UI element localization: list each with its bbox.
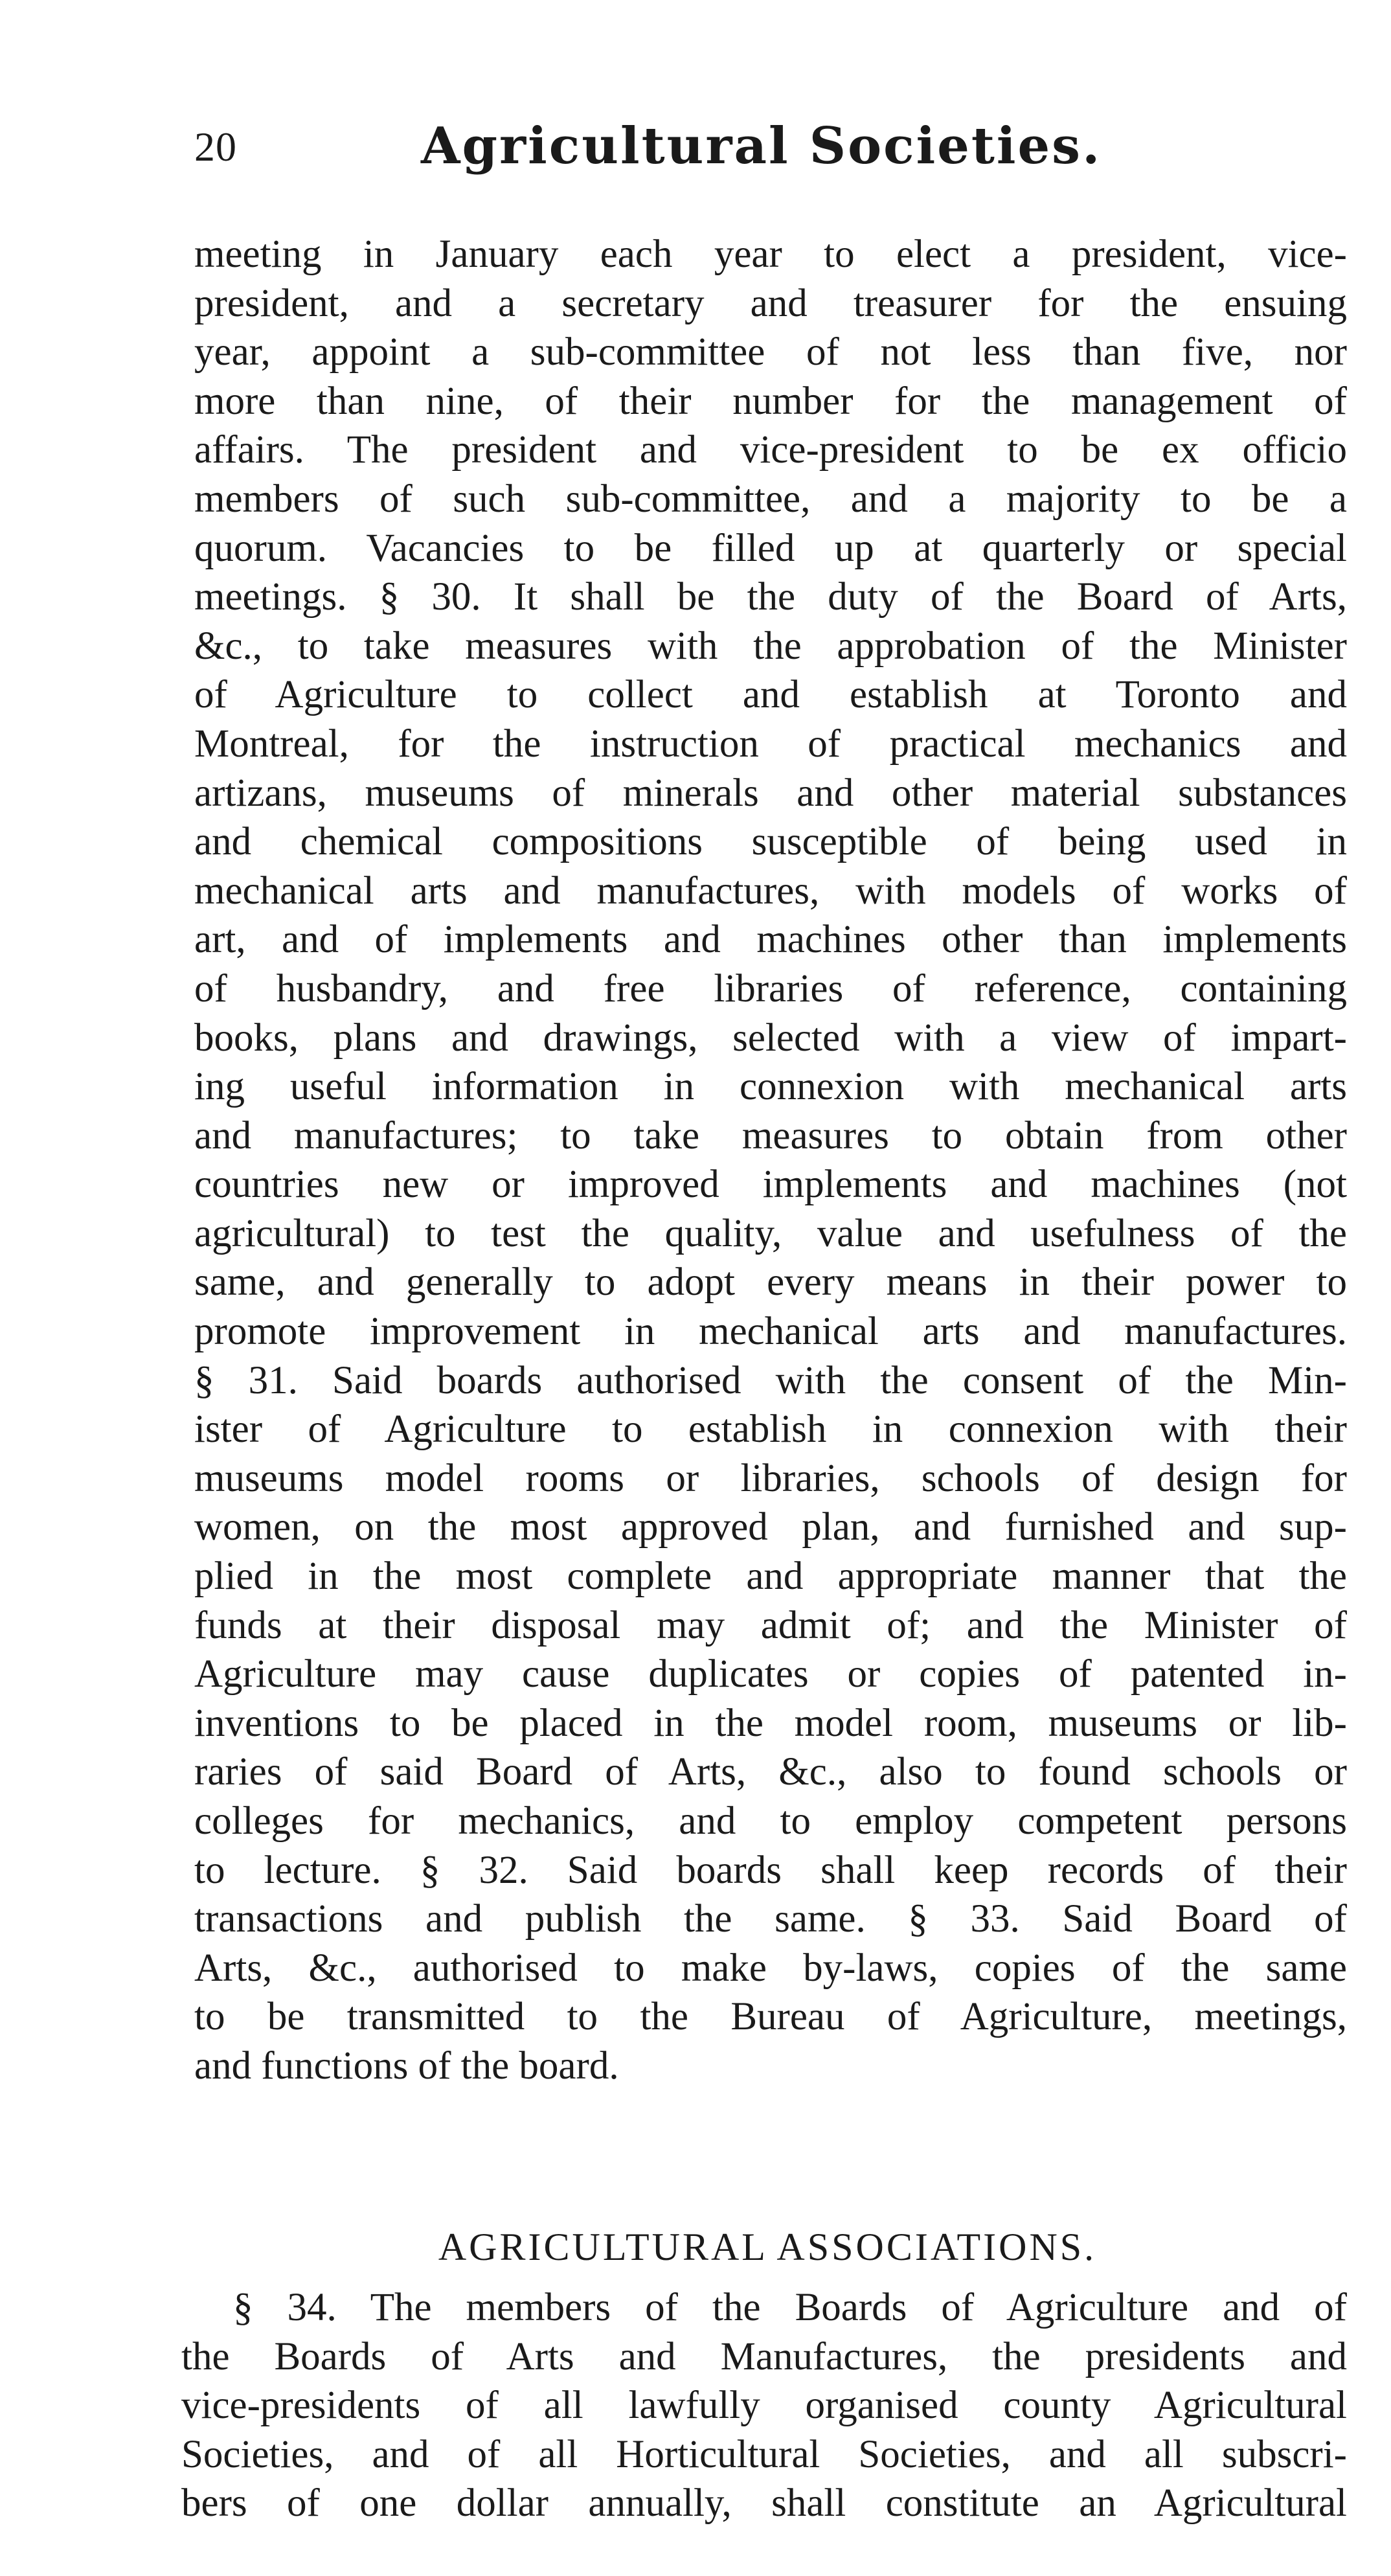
text-line: meetings. § 30. It shall be the duty of the Board of Arts, xyxy=(194,575,1347,619)
text-line: bers of one dollar annually, shall constitute an Agricultural xyxy=(181,2481,1347,2525)
text-line: promote improvement in mechanical arts and manufactures. xyxy=(194,1310,1347,1354)
text-line: to lecture. § 32. Said boards shall keep records of their xyxy=(194,1848,1347,1892)
book-page xyxy=(175,117,1347,2525)
text-line: and chemical compositions susceptible of being used in xyxy=(194,820,1347,864)
text-line: ister of Agriculture to establish in connexion with their xyxy=(194,1408,1347,1452)
text-line: same, and generally to adopt every means in their power to xyxy=(194,1260,1347,1305)
text-line: &c., to take measures with the approbation of the Minister xyxy=(194,624,1347,668)
text-line: artizans, museums of minerals and other material substances xyxy=(194,771,1347,815)
text-line: inventions to be placed in the model room, museums or lib- xyxy=(194,1701,1347,1745)
text-line: to be transmitted to the Bureau of Agriculture, meetings, xyxy=(194,1995,1347,2039)
text-line: vice-presidents of all lawfully organised county Agricultural xyxy=(181,2384,1347,2428)
text-line: more than nine, of their number for the management of xyxy=(194,379,1347,423)
section-heading: AGRICULTURAL ASSOCIATIONS. xyxy=(438,2226,1097,2268)
text-line: § 34. The members of the Boards of Agriculture and of xyxy=(233,2286,1347,2329)
text-line: art, and of implements and machines other than implements xyxy=(194,918,1347,962)
text-line: museums model rooms or libraries, schools of design for xyxy=(194,1456,1347,1500)
text-line: agricultural) to test the quality, value and usefulness of the xyxy=(194,1211,1347,1255)
text-line: meeting in January each year to elect a president, vice- xyxy=(194,233,1347,276)
page-number: 20 xyxy=(194,124,237,170)
text-line: § 31. Said boards authorised with the consent of the Min- xyxy=(194,1358,1347,1402)
text-line: ing useful information in connexion with mechanical arts xyxy=(194,1065,1347,1109)
text-line: affairs. The president and vice-president to be ex officio xyxy=(194,428,1347,472)
text-line: the Boards of Arts and Manufactures, the presidents and xyxy=(181,2334,1347,2378)
text-line: countries new or improved implements and machines (not xyxy=(194,1163,1347,1207)
text-line: books, plans and drawings, selected with a view of impart- xyxy=(194,1016,1347,1060)
text-line: Societies, and of all Horticultural Societies, and all subscri- xyxy=(181,2432,1347,2476)
text-line: colleges for mechanics, and to employ competent persons xyxy=(194,1799,1347,1843)
running-head xyxy=(175,117,1334,188)
text-line: Arts, &c., authorised to make by-laws, copies of the same xyxy=(194,1946,1347,1990)
text-line: of Agriculture to collect and establish at Toronto and xyxy=(194,673,1347,717)
text-line: transactions and publish the same. § 33. Said Board of xyxy=(194,1897,1347,1941)
text-line: women, on the most approved plan, and furnished and sup- xyxy=(194,1505,1347,1549)
text-line: quorum. Vacancies to be filled up at quarterly or special xyxy=(194,526,1347,570)
running-title: Agricultural Societies. xyxy=(421,117,1102,176)
text-line: president, and a secretary and treasurer for the ensuing xyxy=(194,281,1347,325)
text-line: mechanical arts and manufactures, with models of works of xyxy=(194,869,1347,913)
text-line: plied in the most complete and appropriate manner that the xyxy=(194,1555,1347,1599)
text-line: year, appoint a sub-committee of not less than five, nor xyxy=(194,330,1347,374)
text-line: funds at their disposal may admit of; and the Minister of xyxy=(194,1603,1347,1647)
text-line: members of such sub-committee, and a majority to be a xyxy=(194,477,1347,521)
paragraph-2 xyxy=(181,2283,1347,2528)
text-line: and functions of the board. xyxy=(194,2044,619,2088)
paragraph-1 xyxy=(194,230,1347,2091)
text-line: Agriculture may cause duplicates or copies of patented in- xyxy=(194,1652,1347,1696)
text-line: Montreal, for the instruction of practical mechanics and xyxy=(194,722,1347,766)
text-line: raries of said Board of Arts, &c., also to found schools or xyxy=(194,1750,1347,1794)
text-line: and manufactures; to take measures to obtain from other xyxy=(194,1113,1347,1157)
text-line: of husbandry, and free libraries of reference, containing xyxy=(194,966,1347,1010)
